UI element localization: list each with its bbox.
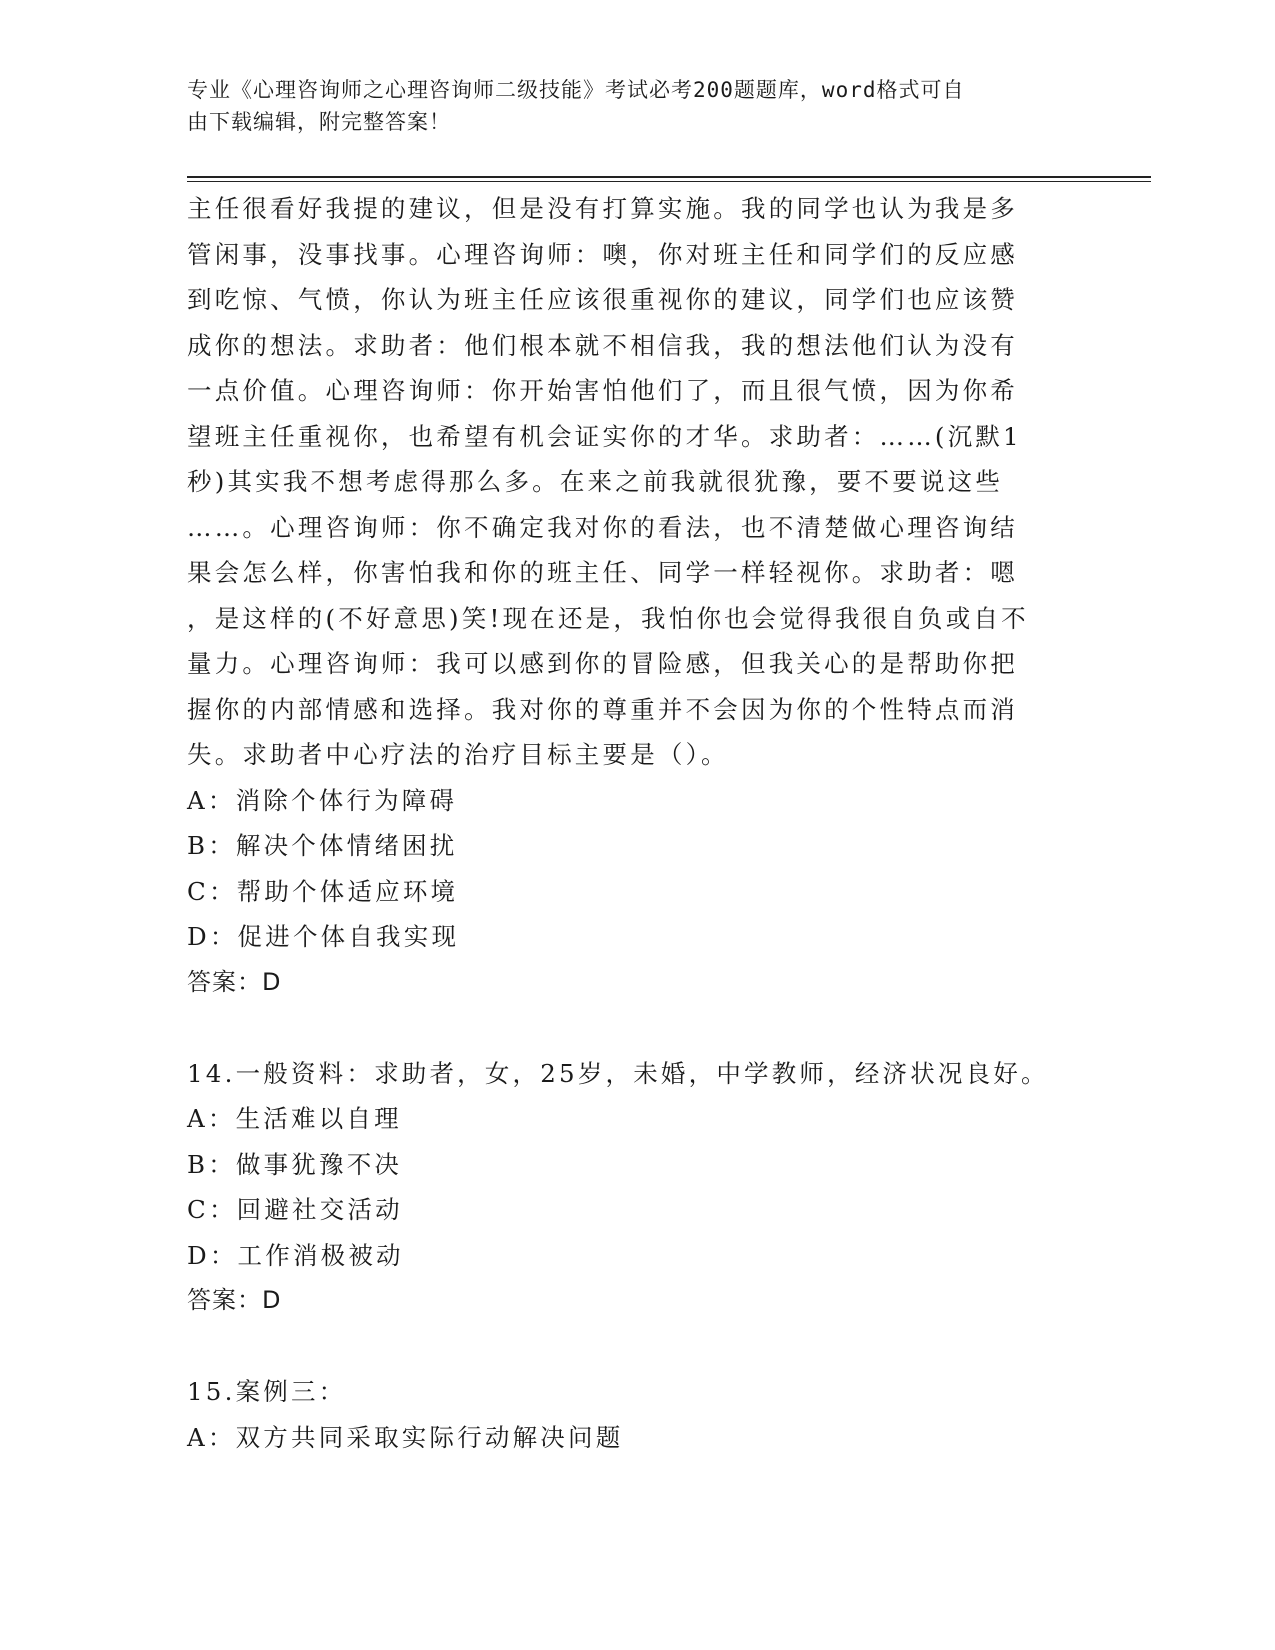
question-stem: 15.案例三： — [187, 1377, 347, 1406]
option-a: A：双方共同采取实际行动解决问题 — [187, 1422, 624, 1452]
option-d: D：工作消极被动 — [187, 1240, 404, 1270]
passage-line: 握你的内部情感和选择。我对你的尊重并不会因为你的个性特点而消 — [187, 694, 1018, 724]
option-b: B：解决个体情绪困扰 — [187, 831, 458, 860]
answer-line: 答案：D — [187, 967, 282, 996]
document-body — [187, 186, 1067, 1460]
passage-line: 管闲事，没事找事。心理咨询师：噢，你对班主任和同学们的反应感 — [187, 239, 1018, 269]
question-spacer — [187, 1324, 1067, 1370]
passage-line: 秒)其实我不想考虑得那么多。在来之前我就很犹豫，要不要说这些 — [187, 467, 1004, 496]
question-stem: 14.一般资料：求助者，女，25岁，未婚，中学教师，经济状况良好。 — [187, 1058, 1049, 1088]
option-a: A：消除个体行为障碍 — [187, 785, 458, 815]
passage-line: 主任很看好我提的建议，但是没有打算实施。我的同学也认为我是多 — [187, 194, 1018, 223]
option-a: A：生活难以自理 — [187, 1104, 402, 1133]
passage-line: 一点价值。心理咨询师：你开始害怕他们了，而且很气愤，因为你希 — [187, 376, 1018, 405]
header-divider-thin — [187, 181, 1151, 182]
question-13 — [187, 186, 1067, 1005]
question-spacer — [187, 1005, 1067, 1051]
option-b: B：做事犹豫不决 — [187, 1149, 403, 1179]
passage-line: 失。求助者中心疗法的治疗目标主要是（）。 — [187, 740, 729, 769]
passage-line: ，是这样的(不好意思)笑!现在还是，我怕你也会觉得我很自负或自不 — [187, 603, 1029, 633]
passage-line: ……。心理咨询师：你不确定我对你的看法，也不清楚做心理咨询结 — [187, 512, 1018, 542]
passage-line: 望班主任重视你，也希望有机会证实你的才华。求助者：……(沉默1 — [187, 421, 1022, 451]
answer-line: 答案：D — [187, 1286, 282, 1314]
document-header — [187, 74, 1087, 138]
option-d: D：促进个体自我实现 — [187, 922, 460, 951]
header-divider-thick — [187, 176, 1151, 178]
option-c: C：帮助个体适应环境 — [187, 876, 459, 906]
question-13-passage — [187, 186, 1067, 778]
question-15 — [187, 1369, 1067, 1460]
header-line-1: 专业《心理咨询师之心理咨询师二级技能》考试必考200题题库，word格式可自 — [187, 78, 965, 102]
passage-line: 到吃惊、气愤，你认为班主任应该很重视你的建议，同学们也应该赞 — [187, 285, 1018, 314]
passage-line: 量力。心理咨询师：我可以感到你的冒险感，但我关心的是帮助你把 — [187, 649, 1018, 678]
passage-line: 果会怎么样，你害怕我和你的班主任、同学一样轻视你。求助者：嗯 — [187, 558, 1018, 587]
question-14 — [187, 1051, 1067, 1324]
option-c: C：回避社交活动 — [187, 1195, 403, 1224]
passage-line: 成你的想法。求助者：他们根本就不相信我，我的想法他们认为没有 — [187, 330, 1018, 360]
header-line-2: 由下载编辑，附完整答案！ — [187, 110, 451, 134]
